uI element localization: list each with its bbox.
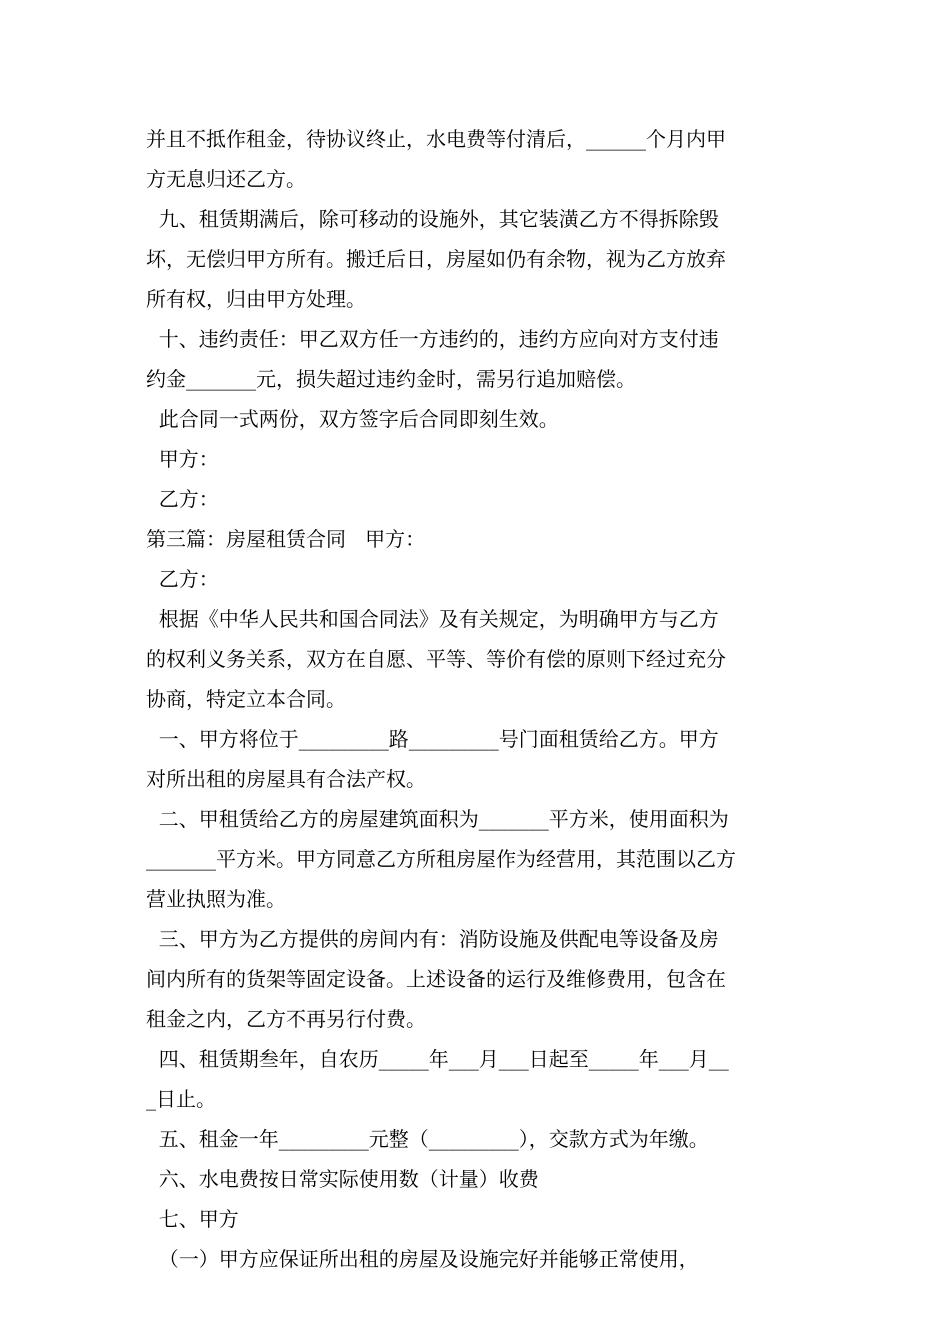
text-line: 甲方： <box>146 447 219 471</box>
text-line: 五、租金一年_________元整（_________），交款方式为年缴。 <box>146 1127 709 1151</box>
text-line: 的权利义务关系，双方在自愿、平等、等价有偿的原则下经过充分 <box>146 647 726 671</box>
text-line: 乙方： <box>146 487 219 511</box>
text-line: _日止。 <box>146 1087 216 1111</box>
text-line: _______平方米。甲方同意乙方所租房屋作为经营用，其范围以乙方 <box>146 847 736 871</box>
text-line: 营业执照为准。 <box>146 887 286 911</box>
text-line: 方无息归还乙方。 <box>146 167 306 191</box>
section-heading: 第三篇：房屋租赁合同 甲方： <box>146 527 426 551</box>
text-line: 四、租赁期叁年，自农历_____年___月___日起至_____年___月__ <box>146 1047 729 1071</box>
text-line: 根据《中华人民共和国合同法》及有关规定，为明确甲方与乙方 <box>146 607 719 631</box>
text-line: 乙方： <box>146 567 219 591</box>
text-line: 九、租赁期满后，除可移动的设施外，其它装潢乙方不得拆除毁 <box>146 207 719 231</box>
text-line: 所有权，归由甲方处理。 <box>146 287 366 311</box>
text-line: 一、甲方将位于_________路_________号门面租赁给乙方。甲方 <box>146 727 719 751</box>
text-line: 十、违约责任：甲乙双方任一方违约的，违约方应向对方支付违 <box>146 327 719 351</box>
text-line: 间内所有的货架等固定设备。上述设备的运行及维修费用，包含在 <box>146 967 726 991</box>
text-line: 三、甲方为乙方提供的房间内有：消防设施及供配电等设备及房 <box>146 927 719 951</box>
text-line: 约金_______元，损失超过违约金时，需另行追加赔偿。 <box>146 367 636 391</box>
text-line: 对所出租的房屋具有合法产权。 <box>146 767 426 791</box>
text-line: 七、甲方 <box>146 1207 239 1231</box>
text-line: 租金之内，乙方不再另行付费。 <box>146 1007 426 1031</box>
text-line: 并且不抵作租金，待协议终止，水电费等付清后，______个月内甲 <box>146 127 726 151</box>
text-line: 协商，特定立本合同。 <box>146 687 346 711</box>
text-line: （一）甲方应保证所出租的房屋及设施完好并能够正常使用， <box>146 1247 699 1271</box>
text-line: 六、水电费按日常实际使用数（计量）收费 <box>146 1167 539 1191</box>
text-line: 坏，无偿归甲方所有。搬迁后日，房屋如仍有余物，视为乙方放弃 <box>146 247 726 271</box>
text-line: 此合同一式两份，双方签字后合同即刻生效。 <box>146 407 559 431</box>
text-line: 二、甲租赁给乙方的房屋建筑面积为_______平方米，使用面积为 <box>146 807 729 831</box>
